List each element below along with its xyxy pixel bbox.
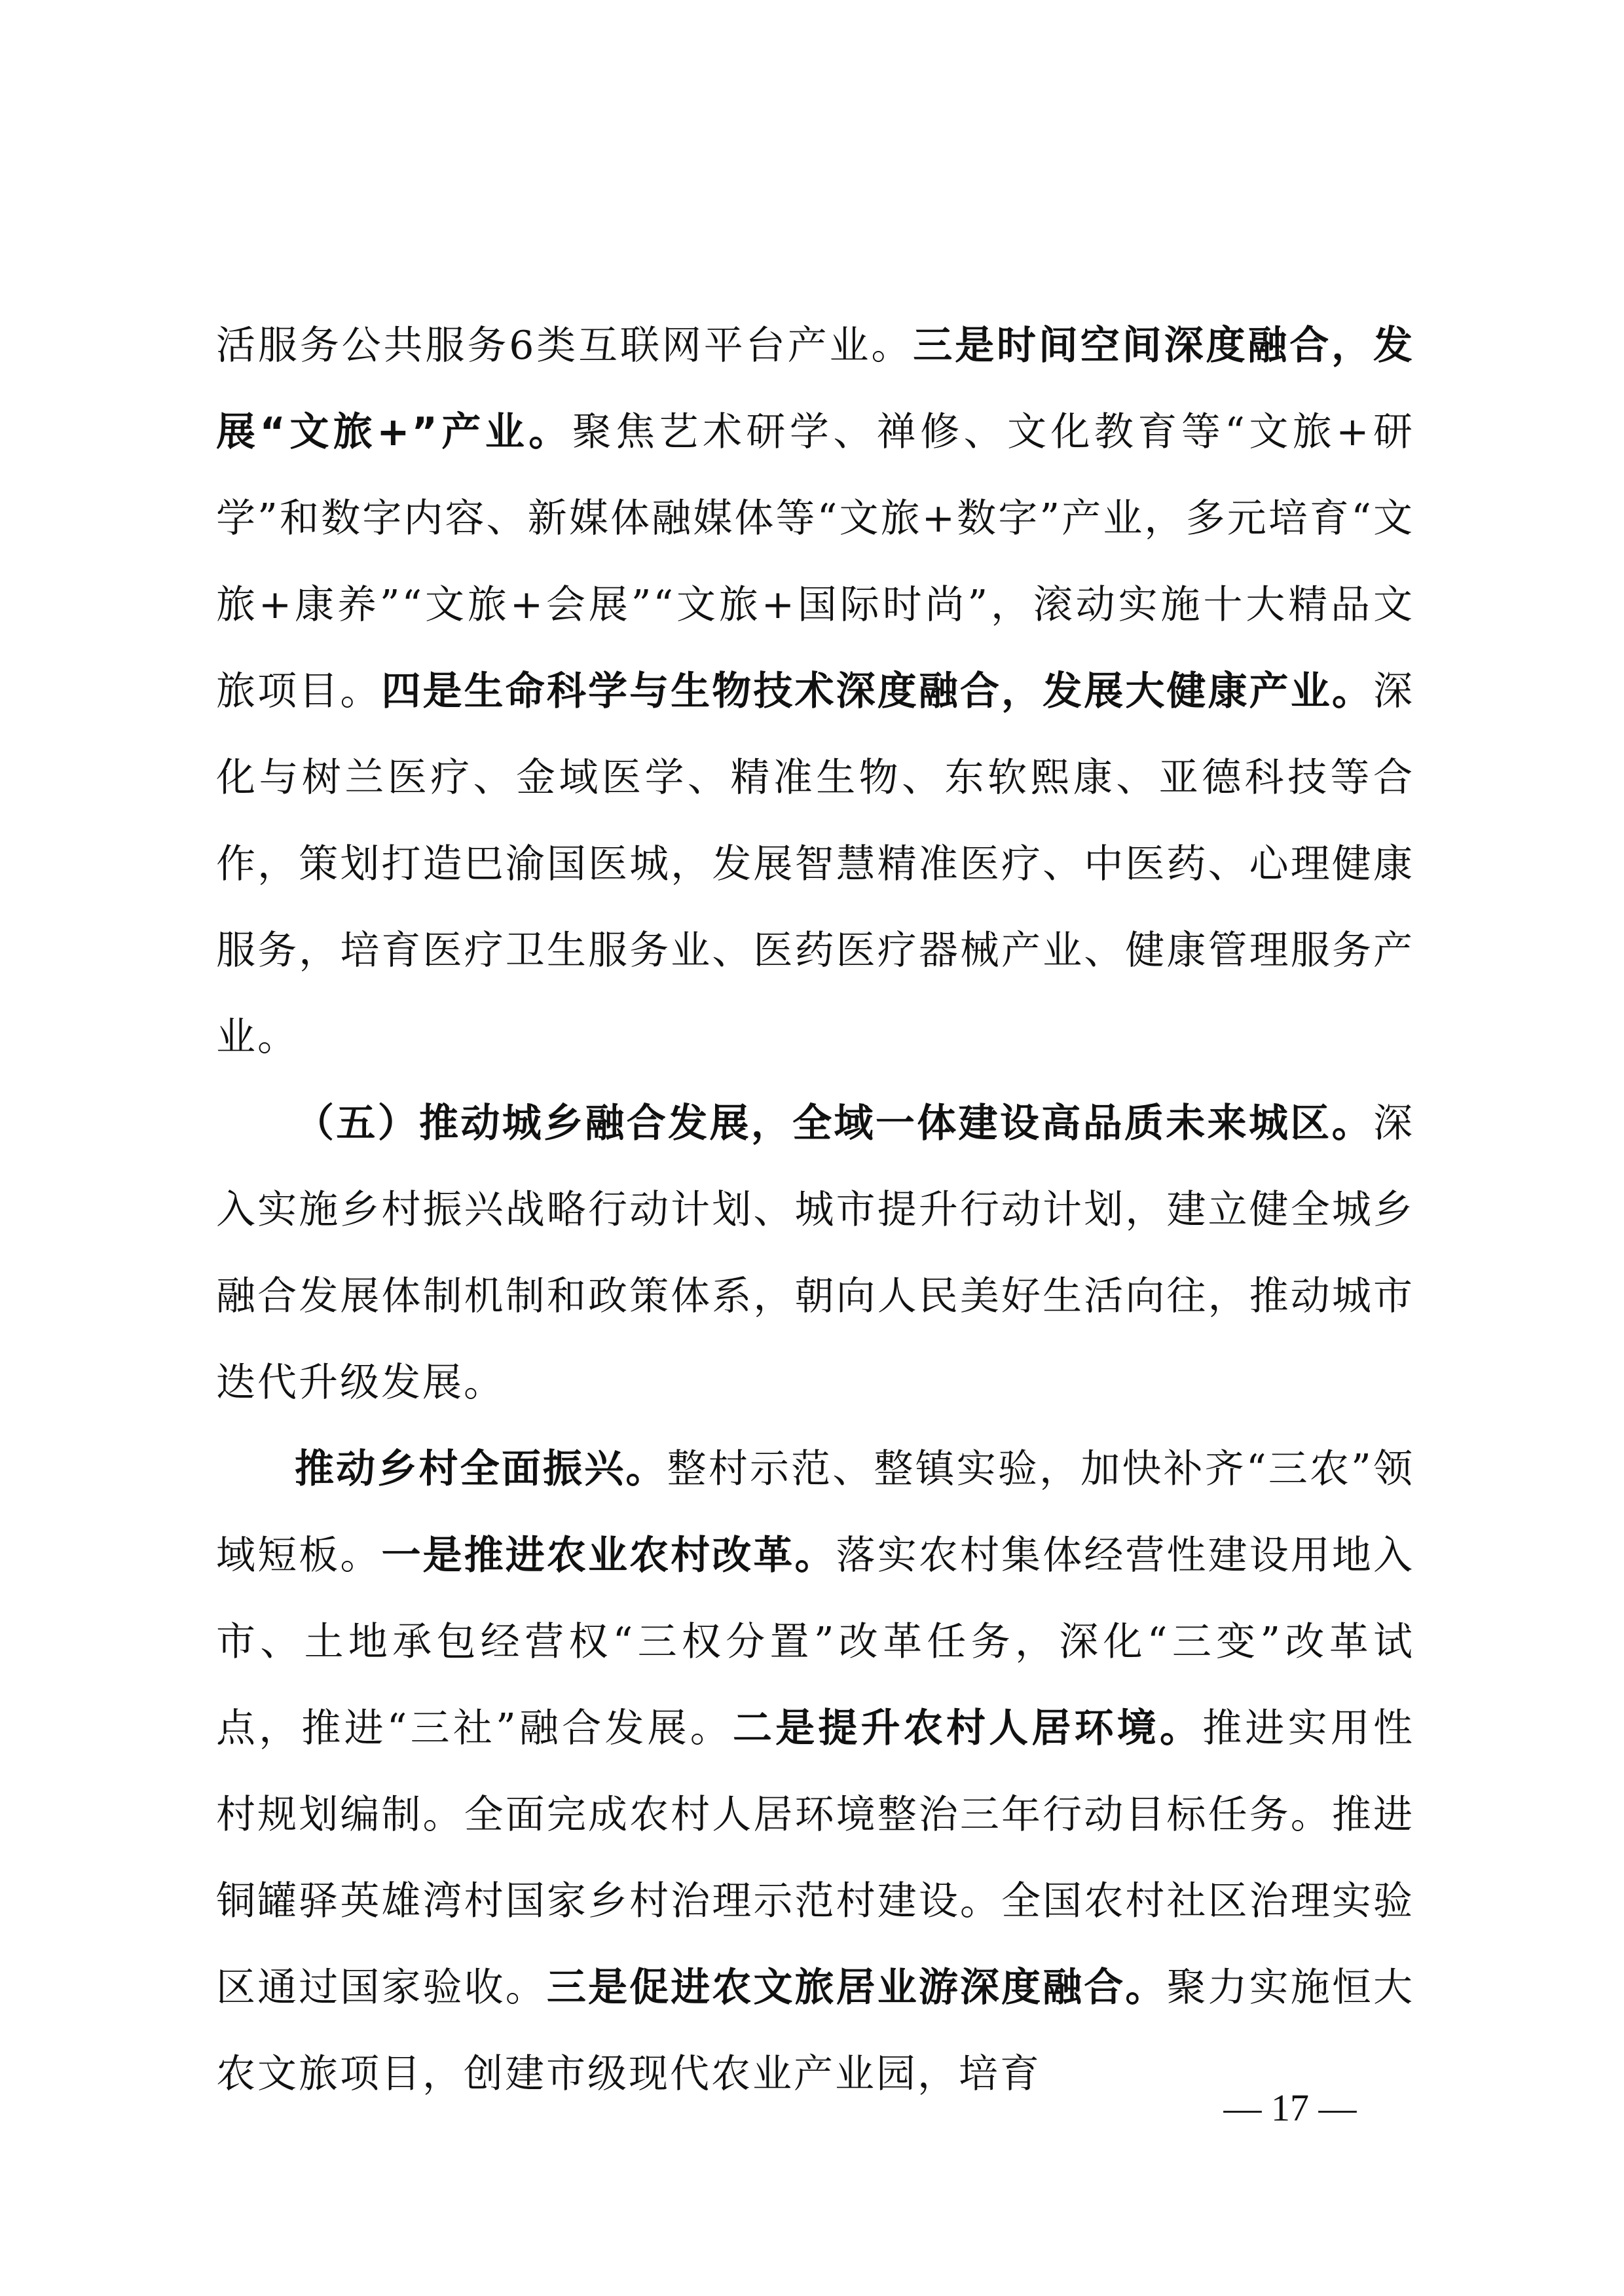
paragraph-rural-revitalization — [216, 1426, 1414, 2117]
bold-heading-segment: 一是推进农业农村改革。 — [381, 1533, 836, 1578]
text-segment: 落实农村集体经营性建设用地入市、土地承包经营权“三权分置”改革任务，深化“三变”改革试点，推进“三社”融合发展。 — [216, 1533, 1415, 1751]
text-segment: 推进实用性村规划编制。全面完成农村人居环境整治三年行动目标任务。推进铜罐驿英雄湾村国家乡村治理示范村建设。全国农村社区治理实验区通过国家验收。 — [216, 1705, 1414, 2011]
text-segment: 活服务公共服务6类互联网平台产业。 — [216, 323, 913, 369]
text-segment: 深入实施乡村振兴战略行动计划、城市提升行动计划，建立健全城乡融合发展体制机制和政策体系，朝向人民美好生活向往，推动城市迭代升级发展。 — [216, 1101, 1414, 1406]
bold-heading-segment: 三是时间空间深度融合，发展“文旅+”产业。 — [216, 323, 1414, 455]
page-number: — 17 — — [1223, 2086, 1357, 2129]
bold-heading-segment: 三是促进农文旅居业游深度融合。 — [546, 1965, 1167, 2011]
paragraph-section-five — [216, 1080, 1414, 1426]
bold-heading-segment: 推动乡村全面振兴。 — [295, 1446, 667, 1492]
text-segment: 整村示范、整镇实验，加快补齐“三农”领域短板。 — [216, 1446, 1414, 1578]
bold-heading-segment: 二是提升农村人居环境。 — [732, 1705, 1203, 1751]
text-segment: 聚焦艺术研学、禅修、文化教育等“文旅+研学”和数字内容、新媒体融媒体等“文旅+数字”产业，多元培育“文旅+康养”“文旅+会展”“文旅+国际时尚”，滚动实施十大精品文旅项目。 — [216, 409, 1414, 714]
text-segment: 聚力实施恒大农文旅项目，创建市级现代农业产业园，培育 — [216, 1965, 1415, 2097]
text-segment: 深化与树兰医疗、金域医学、精准生物、东软熙康、亚德科技等合作，策划打造巴渝国医城，发展智慧精准医疗、中医药、心理健康服务，培育医疗卫生服务业、医药医疗器械产业、健康管理服务产业。 — [216, 668, 1415, 1060]
bold-heading-segment: 四是生命科学与生物技术深度融合，发展大健康产业。 — [381, 668, 1374, 714]
paragraph-industry-integration — [216, 302, 1414, 1080]
body-text — [216, 302, 1414, 2117]
section-heading: （五）推动城乡融合发展，全域一体建设高品质未来城区。 — [295, 1101, 1373, 1146]
